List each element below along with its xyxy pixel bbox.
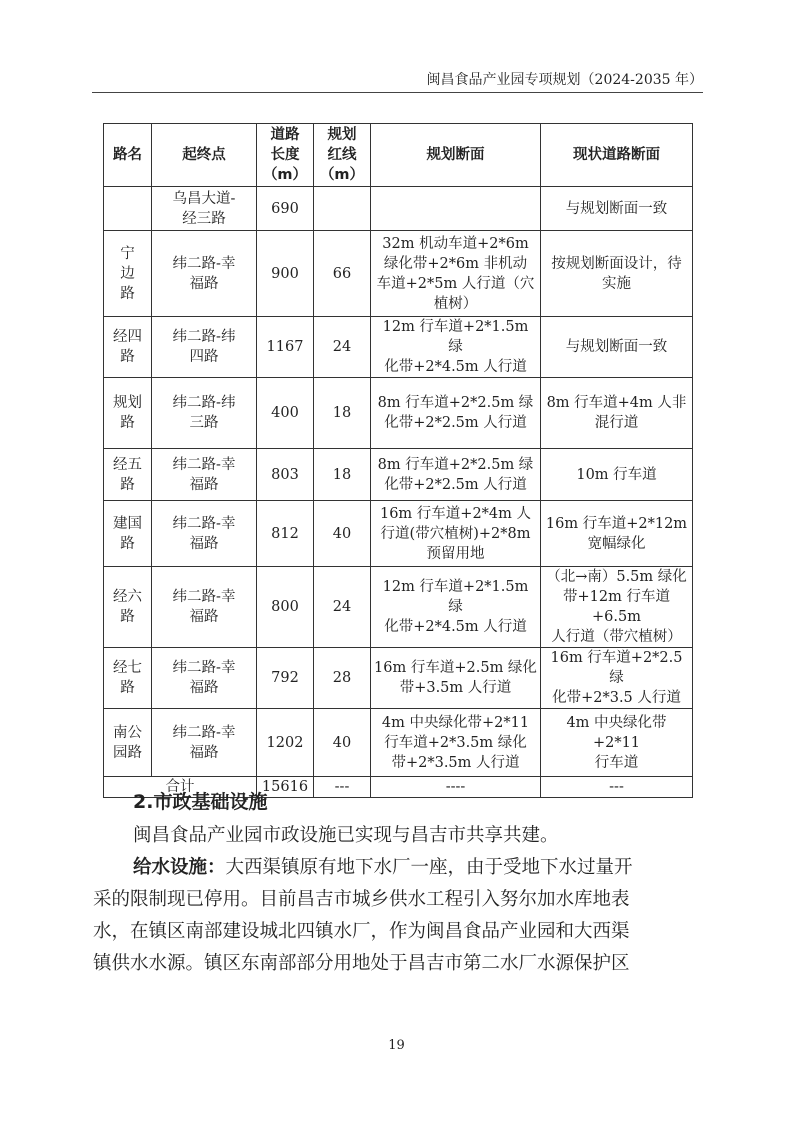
cell-planned: 8m 行车道+2*2.5m 绿 化带+2*2.5m 人行道 <box>371 378 541 449</box>
paragraph-line: 闽昌食品产业园市政设施已实现与昌吉市共享共建。 <box>133 825 559 846</box>
paragraph-municipal <box>133 820 703 852</box>
cell-red-line: 18 <box>314 378 371 449</box>
cell-current: 10m 行车道 <box>541 449 693 501</box>
table-row <box>104 231 693 317</box>
cell-planned: 16m 行车道+2*4m 人 行道(带穴植树)+2*8m 预留用地 <box>371 501 541 567</box>
table-row <box>104 567 693 648</box>
cell-current: （北→南）5.5m 绿化 带+12m 行车道+6.5m 人行道（带穴植树） <box>541 567 693 648</box>
section-title: 2.市政基础设施 <box>133 791 268 813</box>
cell-length: 400 <box>257 378 314 449</box>
table-header-row <box>104 124 693 187</box>
header-endpoints: 起终点 <box>152 124 257 187</box>
cell-red-line <box>314 187 371 231</box>
cell-road-name: 规划 路 <box>104 378 152 449</box>
cell-endpoints: 纬二路-幸 福路 <box>152 449 257 501</box>
cell-road-name: 经五 路 <box>104 449 152 501</box>
cell-road-name: 南公 园路 <box>104 709 152 777</box>
cell-red-line: 18 <box>314 449 371 501</box>
cell-red-line: 28 <box>314 648 371 709</box>
table-row <box>104 501 693 567</box>
cell-road-name: 宁 边 路 <box>104 231 152 317</box>
cell-endpoints: 纬二路-幸 福路 <box>152 501 257 567</box>
paragraph-water-supply <box>93 852 703 980</box>
cell-current: 按规划断面设计，待 实施 <box>541 231 693 317</box>
cell-current: 与规划断面一致 <box>541 187 693 231</box>
cell-endpoints: 纬二路-幸 福路 <box>152 567 257 648</box>
total-red-line: --- <box>314 777 371 798</box>
cell-endpoints: 纬二路-纬 三路 <box>152 378 257 449</box>
cell-planned: 4m 中央绿化带+2*11 行车道+2*3.5m 绿化 带+2*3.5m 人行道 <box>371 709 541 777</box>
table-row <box>104 709 693 777</box>
cell-planned: 12m 行车道+2*1.5m 绿 化带+2*4.5m 人行道 <box>371 317 541 378</box>
table-row <box>104 648 693 709</box>
paragraph-line: 水，在镇区南部建设城北四镇水厂，作为闽昌食品产业园和大西渠 <box>93 921 630 942</box>
cell-length: 900 <box>257 231 314 317</box>
cell-endpoints: 纬二路-纬 四路 <box>152 317 257 378</box>
water-supply-lead: 给水设施： <box>133 857 226 878</box>
cell-length: 803 <box>257 449 314 501</box>
cell-current: 16m 行车道+2*2.5 绿 化带+2*3.5 人行道 <box>541 648 693 709</box>
header-planned-section: 规划断面 <box>371 124 541 187</box>
table-row <box>104 317 693 378</box>
cell-length: 812 <box>257 501 314 567</box>
header-title: 闽昌食品产业园专项规划（2024-2035 年） <box>426 72 703 88</box>
cell-length: 1167 <box>257 317 314 378</box>
header-length: 道路 长度 （m） <box>257 124 314 187</box>
cell-planned: 8m 行车道+2*2.5m 绿 化带+2*2.5m 人行道 <box>371 449 541 501</box>
paragraph-line: 采的限制现已停用。目前昌吉市城乡供水工程引入努尔加水库地表 <box>93 889 630 910</box>
cell-road-name: 经六 路 <box>104 567 152 648</box>
cell-road-name: 建国 路 <box>104 501 152 567</box>
page-header <box>92 70 703 93</box>
page-number: 19 <box>388 1038 405 1053</box>
cell-red-line: 40 <box>314 709 371 777</box>
cell-endpoints: 纬二路-幸 福路 <box>152 709 257 777</box>
table-row <box>104 378 693 449</box>
cell-road-name <box>104 187 152 231</box>
paragraph-line: 给水设施：大西渠镇原有地下水厂一座，由于受地下水过量开 <box>133 857 633 878</box>
paragraph-line: 镇供水水源。镇区东南部部分用地处于昌吉市第二水厂水源保护区 <box>93 953 630 974</box>
total-planned: ---- <box>371 777 541 798</box>
cell-current: 4m 中央绿化带+2*11 行车道 <box>541 709 693 777</box>
cell-current: 8m 行车道+4m 人非 混行道 <box>541 378 693 449</box>
cell-road-name: 经四 路 <box>104 317 152 378</box>
total-length: 15616 <box>257 777 314 798</box>
cell-red-line: 66 <box>314 231 371 317</box>
header-current-section: 现状道路断面 <box>541 124 693 187</box>
table-row <box>104 187 693 231</box>
cell-red-line: 24 <box>314 317 371 378</box>
cell-endpoints: 纬二路-幸 福路 <box>152 648 257 709</box>
cell-endpoints: 纬二路-幸 福路 <box>152 231 257 317</box>
table-row <box>104 449 693 501</box>
cell-endpoints: 乌昌大道- 经三路 <box>152 187 257 231</box>
cell-length: 792 <box>257 648 314 709</box>
cell-planned: 16m 行车道+2.5m 绿化 带+3.5m 人行道 <box>371 648 541 709</box>
cell-current: 16m 行车道+2*12m 宽幅绿化 <box>541 501 693 567</box>
cell-length: 1202 <box>257 709 314 777</box>
cell-planned: 12m 行车道+2*1.5m 绿 化带+2*4.5m 人行道 <box>371 567 541 648</box>
cell-planned <box>371 187 541 231</box>
road-table <box>103 123 693 798</box>
cell-red-line: 40 <box>314 501 371 567</box>
header-red-line: 规划 红线 （m） <box>314 124 371 187</box>
header-road-name: 路名 <box>104 124 152 187</box>
cell-red-line: 24 <box>314 567 371 648</box>
cell-planned: 32m 机动车道+2*6m 绿化带+2*6m 非机动 车道+2*5m 人行道（穴 植树） <box>371 231 541 317</box>
total-label: 合计 <box>104 777 257 798</box>
total-current: --- <box>541 777 693 798</box>
cell-length: 800 <box>257 567 314 648</box>
cell-road-name: 经七 路 <box>104 648 152 709</box>
cell-length: 690 <box>257 187 314 231</box>
cell-current: 与规划断面一致 <box>541 317 693 378</box>
